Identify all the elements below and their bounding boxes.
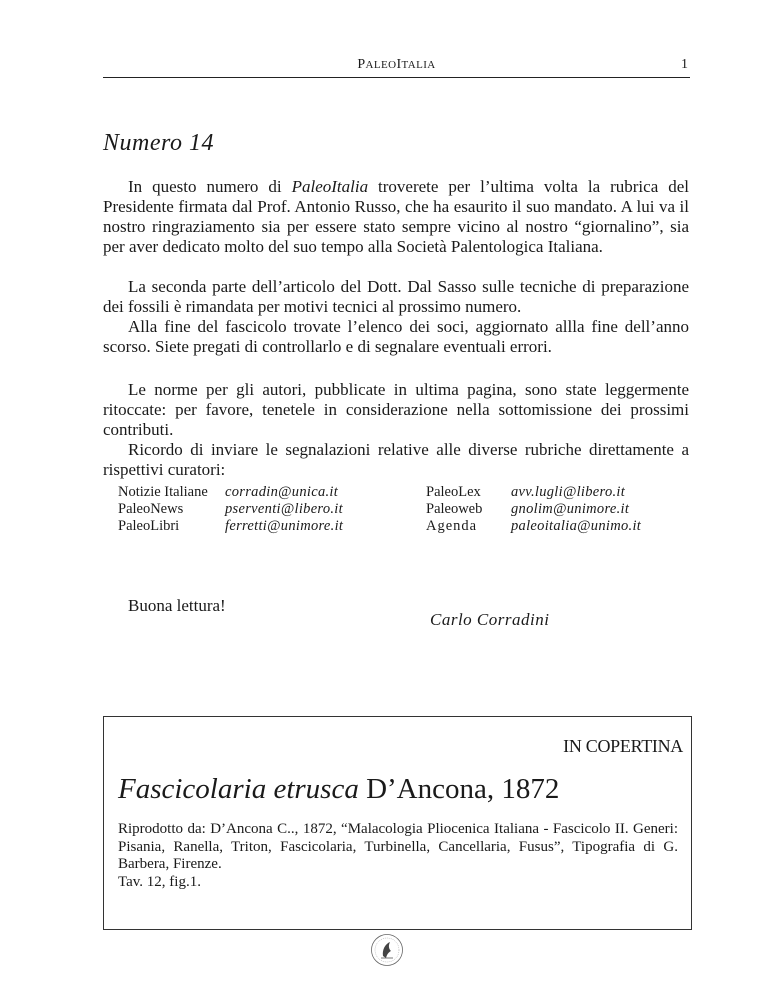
intro-paragraph-3: Alla fine del fascicolo trovate l’elenco dei soci, aggiornato allla fine dell’anno scorso. Siete pregati di controllarlo e di segnalare eventuali errori. xyxy=(103,317,689,356)
contact-email: corradin@unica.it xyxy=(225,484,339,500)
contact-section: Paleoweb xyxy=(426,501,483,517)
contact-section: PaleoNews xyxy=(118,501,184,517)
contact-section: PaleoLibri xyxy=(118,518,180,534)
intro-paragraph-1: In questo numero di PaleoItalia troverete per l’ultima volta la rubrica del Presidente firmata dal Prof. Antonio Russo, che ha esaurito il suo mandato. A lui va il nostro ringraziamento sia per essere stato sempre vicino al nostro “giornalino”, sia per aver dedicato molto del suo tempo alla Società Palentologica Italiana. xyxy=(103,177,689,256)
contact-email: ferretti@unimore.it xyxy=(225,518,344,534)
running-header xyxy=(103,55,690,78)
page-number: 1 xyxy=(681,57,688,72)
contact-section: Agenda xyxy=(426,518,478,534)
intro-paragraph-4: Le norme per gli autori, pubblicate in ultima pagina, sono state leggermente ritoccate: per favore, tenetele in considerazione nella sottomissione dei prossimi contributi. xyxy=(103,380,689,439)
contact-email: avv.lugli@libero.it xyxy=(511,484,626,500)
contact-section: PaleoLex xyxy=(426,484,481,500)
closing-line: Buona lettura! xyxy=(128,596,226,615)
contact-email: paleoitalia@unimo.it xyxy=(511,518,642,534)
journal-title: PALEOITALIA xyxy=(357,57,436,72)
issue-heading: Numero 14 xyxy=(103,130,214,156)
cover-box xyxy=(103,716,692,930)
contact-email: gnolim@unimore.it xyxy=(511,501,630,517)
signature: Carlo Corradini xyxy=(430,610,550,629)
intro-paragraph-5: Ricordo di inviare le segnalazioni relative alle diverse rubriche direttamente a rispettivi curatori: xyxy=(103,440,689,479)
contact-section: Notizie Italiane xyxy=(118,484,208,500)
cover-source: Riprodotto da: D’Ancona C.., 1872, “Malacologia Pliocenica Italiana - Fascicolo II. Generi: Pisania, Ranella, Triton, Fascicolaria, Turbinella, Cancellaria, Fusus”, Tipografia di G. Barbera, Firenze. Tav. 12, fig.1. xyxy=(118,821,678,890)
contact-email: pserventi@libero.it xyxy=(225,501,343,517)
cover-species-title: Fascicolaria etrusca D’Ancona, 1872 xyxy=(118,773,560,805)
intro-paragraph-2: La seconda parte dell’articolo del Dott. Dal Sasso sulle tecniche di preparazione dei fossili è rimandata per motivi tecnici al prossimo numero. xyxy=(103,277,689,316)
society-seal-icon xyxy=(370,933,404,967)
cover-label: IN COPERTINA xyxy=(563,736,683,756)
